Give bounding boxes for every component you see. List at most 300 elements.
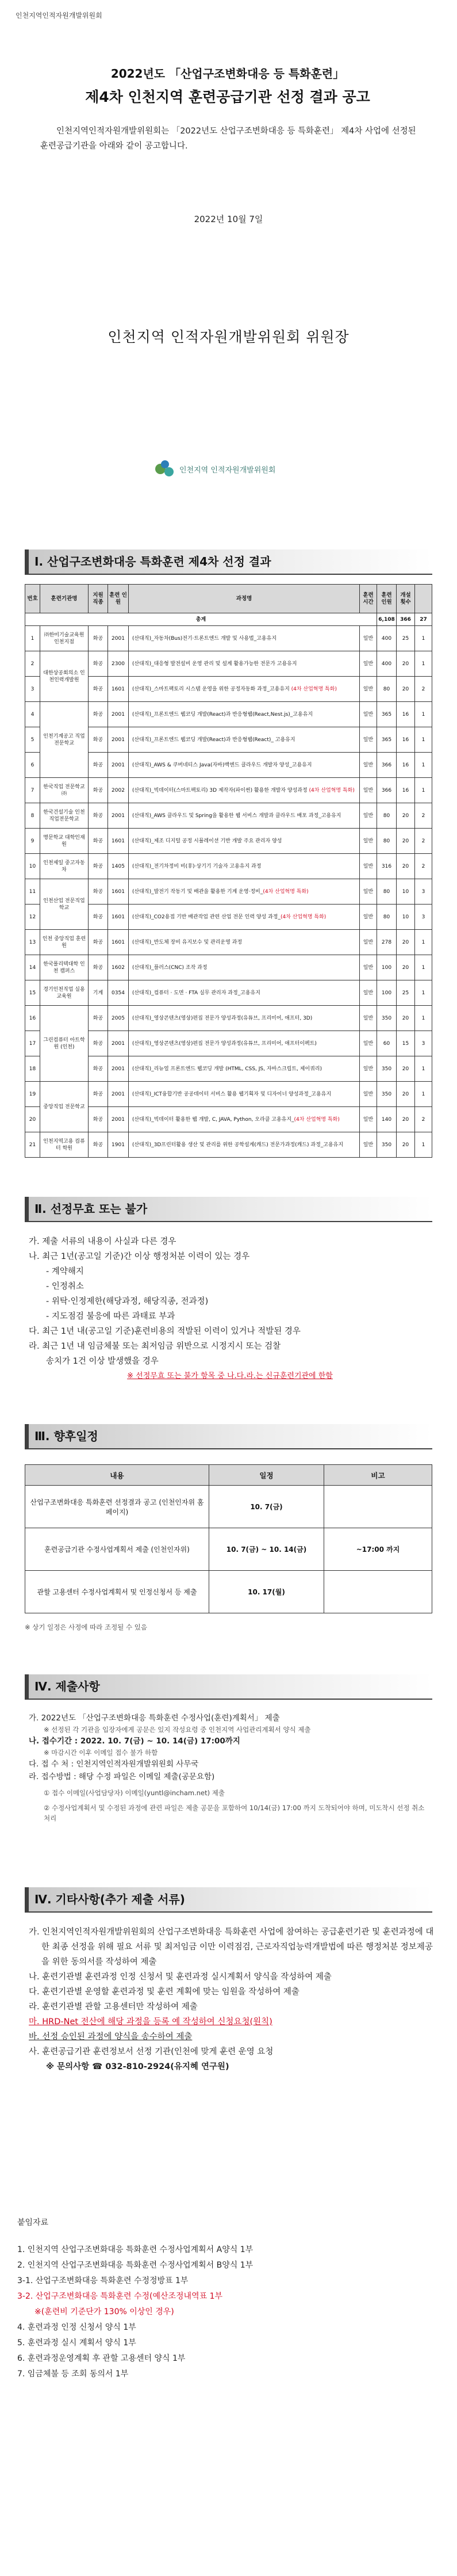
- row-code: 1601: [108, 677, 129, 702]
- row-course-tag: (4차 산업혁명 특화): [291, 686, 337, 692]
- row-field: 화공: [89, 1006, 108, 1031]
- row-hours: 365: [377, 702, 397, 727]
- row-course-text: (산대직)_영상콘텐츠(영상)편집 전문가 양성과정(유튜브, 프리미어, 애프터이펙트): [132, 1040, 317, 1047]
- row-no: 21: [25, 1132, 40, 1158]
- row-course-text: (산대직)_제조 디지털 공정 시뮬레이션 기반 개발 주요 관리자 양성: [132, 838, 282, 844]
- row-sessions: 2: [415, 803, 432, 829]
- row-sessions: 1: [415, 1082, 432, 1107]
- row-hours: 100: [377, 980, 397, 1006]
- row-code: 2001: [108, 1107, 129, 1132]
- row-hours: 400: [377, 626, 397, 651]
- row-no: 3: [25, 677, 40, 702]
- s5-line: 바. 선정 승인된 과정에 양식을 송수하여 제출: [29, 2032, 193, 2041]
- s4-sub: ① 접수 이메일(사업담당자) 이메일(yuntl@incham.net) 제출: [44, 1789, 225, 1797]
- row-org: 한국건설기술 인천직업전문학교: [40, 803, 89, 829]
- row-code: 2300: [108, 651, 129, 677]
- table-row: [25, 778, 432, 803]
- row-course: [129, 803, 360, 829]
- row-field: 화공: [89, 854, 108, 879]
- row-type: 일반: [360, 1082, 377, 1107]
- row-hours: 365: [377, 727, 397, 753]
- row-code: 1601: [108, 930, 129, 955]
- row-hours: 366: [377, 778, 397, 803]
- row-hours: 100: [377, 955, 397, 980]
- row-course-text: (산대직)_전기차정비 비(非)·상기기 기술자 고용유지 과정: [132, 863, 262, 869]
- attachment-item: 4. 훈련과정 인정 신청서 양식 1부: [17, 2323, 136, 2332]
- col-field: 지원 직종: [89, 585, 108, 613]
- row-field: 기계: [89, 980, 108, 1006]
- s5-line: 가. 인천지역인적자원개발위원회의 산업구조변화대응 특화훈련 사업에 참여하는 공급훈련기관 및 훈련과정에 대한 최종 선정을 위해 필요 서류 및 최저임금 이만 이력점검, 근로자직업능력개발법에 따른 행정처분 정보제공을 위한 동의서를 작성하여 제출: [29, 1928, 434, 1967]
- row-people: 25: [397, 980, 415, 1006]
- row-no: 11: [25, 879, 40, 905]
- row-course: [129, 905, 360, 930]
- row-field: 화공: [89, 651, 108, 677]
- row-course-text: (산대직)_컴퓨터 · 도면 · FTA 실무 관리자 과정_고용유지: [132, 990, 260, 996]
- row-course-text: (산대직)_빅데이터(스마트팩토리) 3D 제작자(파이썬) 활용한 개발자 양성과정: [132, 787, 309, 793]
- row-code: 2001: [108, 803, 129, 829]
- row-hours: 350: [377, 1132, 397, 1158]
- total-sessions: 27: [415, 613, 432, 626]
- row-hours: 316: [377, 854, 397, 879]
- row-course-text: (산대직)_자동차(Bus)전기·트론트엔드 개발 및 사용법_고용유지: [132, 635, 277, 642]
- row-course: [129, 854, 360, 879]
- sched-content: 관할 고용센터 수정사업계획서 및 인정신청서 등 제출: [25, 1571, 209, 1613]
- s5-line: 마. HRD-Net 전산에 해당 과정을 등록 예 작성하여 신청요청(원칙): [29, 2017, 272, 2027]
- s4-line: 나. 접수기간 : 2022. 10. 7(금) ~ 10. 14(금) 17:00까지: [29, 1737, 240, 1746]
- row-code: 2005: [108, 1006, 129, 1031]
- attachment-item: 2. 인천지역 산업구조변화대응 특화훈련 수정사업계획서 B양식 1부: [17, 2261, 254, 2270]
- org-logo: [155, 459, 275, 479]
- row-field: 화공: [89, 702, 108, 727]
- row-hours: 366: [377, 753, 397, 778]
- section-2-body: [29, 1234, 431, 1384]
- table-row: [25, 980, 432, 1006]
- table-row: [25, 829, 432, 854]
- sched-date: 10. 17(월): [209, 1571, 324, 1613]
- row-course-text: (산대직)_스마트팩토리 시스템 운영을 위한 공정자동화 과정_고용유지: [132, 686, 291, 692]
- table-row: [25, 1132, 432, 1158]
- row-no: 14: [25, 955, 40, 980]
- row-course: [129, 753, 360, 778]
- row-org: 대한상공회의소 인천인력개발원: [40, 651, 89, 702]
- row-no: 4: [25, 702, 40, 727]
- s2-line: 나. 최근 1년(공고일 기준)간 이상 행정처분 이력이 있는 경우: [29, 1252, 250, 1261]
- sched-remark: [324, 1571, 432, 1613]
- row-course: [129, 1132, 360, 1158]
- attachment-item: 5. 훈련과정 실시 계획서 양식 1부: [17, 2338, 136, 2348]
- section-5-body: [29, 1925, 434, 2074]
- row-no: 5: [25, 727, 40, 753]
- row-people: 20: [397, 1082, 415, 1107]
- col-no: 번호: [25, 585, 40, 613]
- row-code: 2001: [108, 1031, 129, 1056]
- row-sessions: 1: [415, 702, 432, 727]
- row-sessions: 1: [415, 753, 432, 778]
- row-people: 10: [397, 879, 415, 905]
- row-course-text: (산대직)_반도체 장비 유지보수 및 관리운영 과정: [132, 939, 243, 945]
- row-type: 일반: [360, 753, 377, 778]
- row-sessions: 1: [415, 1132, 432, 1158]
- row-code: 2001: [108, 753, 129, 778]
- row-field: 화공: [89, 1107, 108, 1132]
- total-hours: 6,108: [377, 613, 397, 626]
- row-field: 화공: [89, 778, 108, 803]
- row-type: 일반: [360, 778, 377, 803]
- row-no: 13: [25, 930, 40, 955]
- row-people: 15: [397, 1031, 415, 1056]
- s4-sub: ② 수정사업계획서 및 수정된 과정에 관련 파일은 제출 공문을 포함하여 10/14(금) 17:00 까지 도착되어야 하며, 미도착시 선정 취소 처리: [44, 1804, 425, 1822]
- row-field: 화공: [89, 1082, 108, 1107]
- row-course: [129, 702, 360, 727]
- schedule-row: [25, 1571, 432, 1613]
- row-course: [129, 1107, 360, 1132]
- row-people: 16: [397, 727, 415, 753]
- s2-line: 라. 최근 1년 내 임금체불 또는 최저임금 위반으로 시정지시 또는 검찰: [29, 1342, 281, 1351]
- table-row: [25, 1082, 432, 1107]
- row-sessions: 1: [415, 626, 432, 651]
- row-type: 일반: [360, 1107, 377, 1132]
- row-type: 일반: [360, 1132, 377, 1158]
- row-sessions: 1: [415, 980, 432, 1006]
- sched-remark: ~17:00 까지: [324, 1528, 432, 1571]
- row-course: [129, 1082, 360, 1107]
- row-field: 화공: [89, 905, 108, 930]
- s4-sub: ※ 마감시간 이후 이메일 접수 불가 하함: [44, 1749, 158, 1757]
- row-course: [129, 829, 360, 854]
- row-code: 1601: [108, 829, 129, 854]
- s4-line: 다. 접 수 처 : 인천지역인적자원개발위원회 사무국: [29, 1760, 199, 1769]
- s2-line: 송치가 1건 이상 발생했을 경우: [46, 1357, 159, 1366]
- s5-line: 나. 훈련기관별 훈련과정 인정 신청서 및 훈련과정 실시계획서 양식을 작성하여 제출: [29, 1972, 332, 1982]
- row-hours: 60: [377, 1031, 397, 1056]
- intro-paragraph: 인천지역인적자원개발위원회는 「2022년도 산업구조변화대응 등 특화훈련」 제4차 사업에 선정된 훈련공급기관을 아래와 같이 공고합니다.: [40, 127, 416, 151]
- row-course: [129, 879, 360, 905]
- row-course: [129, 1056, 360, 1082]
- s5-line: 라. 훈련기관별 관할 고용센터만 작성하여 제출: [29, 2002, 198, 2012]
- row-people: 16: [397, 753, 415, 778]
- row-hours: 140: [377, 1107, 397, 1132]
- row-hours: 350: [377, 1056, 397, 1082]
- row-course-tag: (4차 산업혁명 특화): [294, 1116, 340, 1123]
- row-type: 일반: [360, 829, 377, 854]
- row-code: 1901: [108, 1132, 129, 1158]
- logo-mark-icon: [155, 459, 175, 479]
- row-field: 화공: [89, 803, 108, 829]
- s2-line: 가. 제출 서류의 내용이 사실과 다른 경우: [29, 1237, 176, 1246]
- attachment-item: 3-1. 산업구조변화대응 특화훈련 수정정방표 1부: [17, 2276, 189, 2285]
- attachments-title: 붙임자료: [17, 2218, 49, 2227]
- row-type: 일반: [360, 651, 377, 677]
- row-type: 일반: [360, 626, 377, 651]
- row-sessions: 3: [415, 1031, 432, 1056]
- title-line-1: 2022년도 「산업구조변화대응 등 특화훈련」: [110, 67, 345, 81]
- attachment-item: 7. 임금체불 등 조회 동의서 1부: [17, 2369, 129, 2379]
- total-people: 366: [397, 613, 415, 626]
- row-field: 화공: [89, 1031, 108, 1056]
- row-code: 2002: [108, 778, 129, 803]
- sched-content: 산업구조변화대응 특화훈련 선정결과 공고 (인천인자위 홈페이지): [25, 1486, 209, 1528]
- row-type: 일반: [360, 727, 377, 753]
- row-people: 20: [397, 930, 415, 955]
- row-people: 20: [397, 1006, 415, 1031]
- row-org: ㈜한미기술교육원 인천지점: [40, 626, 89, 651]
- sched-col-content: 내용: [25, 1465, 209, 1486]
- row-no: 1: [25, 626, 40, 651]
- row-org: 경기인천직업 실용교육원: [40, 980, 89, 1006]
- row-no: 7: [25, 778, 40, 803]
- row-people: 20: [397, 1132, 415, 1158]
- row-code: 1602: [108, 955, 129, 980]
- row-people: 20: [397, 829, 415, 854]
- row-people: 20: [397, 803, 415, 829]
- row-course: [129, 626, 360, 651]
- s2-line: - 지도점검 불응에 따른 과태료 부과: [46, 1312, 175, 1321]
- row-course-text: (산대직)_3D프린터활용 생산 및 관리를 위한 공학설계(캐드) 전문가과정(캐드) 과정_고용유지: [132, 1142, 344, 1148]
- row-field: 화공: [89, 677, 108, 702]
- selection-table: [25, 584, 432, 1158]
- row-org: 인천기계공고 직업전문학교: [40, 702, 89, 778]
- s2-line: 다. 최근 1년 내(공고일 기준)훈련비용의 적발된 이력이 있거나 적발된 경우: [29, 1327, 301, 1336]
- row-hours: 80: [377, 803, 397, 829]
- row-people: 20: [397, 1056, 415, 1082]
- col-type: 훈련 시간: [360, 585, 377, 613]
- section-2-heading: Ⅱ. 선정무효 또는 불가: [25, 1197, 432, 1222]
- row-hours: 278: [377, 930, 397, 955]
- s5-line: 다. 훈련기관별 운영할 훈련과정 및 훈련 계획에 맞는 임원을 작성하여 제출: [29, 1987, 299, 1997]
- row-hours: 350: [377, 1006, 397, 1031]
- col-people: 개설 횟수: [397, 585, 415, 613]
- row-course-text: (산대직)_플러스(CNC) 조작 과정: [132, 964, 208, 971]
- row-course-text: (산대직)_발전기 작동기 및 배관을 활용한 기계 운영·정비_: [132, 888, 263, 895]
- row-no: 15: [25, 980, 40, 1006]
- row-org: 인천지역고용 컴퓨터 학원: [40, 1132, 89, 1158]
- sched-date: 10. 7(금): [209, 1486, 324, 1528]
- row-code: 1405: [108, 854, 129, 879]
- row-course-text: (산대직)_AWS 클라우드 및 Spring을 활용한 웹 서비스 개발과 클라우드 배포 과정_고용유지: [132, 812, 341, 819]
- s2-red-note: ※ 선정무효 또는 불가 항목 중 나.다.라.는 신규훈련기관에 한함: [127, 1372, 333, 1380]
- sched-content: 훈련공급기관 수정사업계획서 제출 (인천인자위): [25, 1528, 209, 1571]
- s4-line: 라. 접수방법 : 해당 수정 파일은 이메일 제출(공문요함): [29, 1772, 215, 1781]
- schedule-table: [25, 1464, 432, 1613]
- table-row: [25, 803, 432, 829]
- row-sessions: 2: [415, 854, 432, 879]
- announcement-date: 2022년 10월 7일: [194, 214, 263, 224]
- row-sessions: 3: [415, 879, 432, 905]
- row-hours: 80: [377, 677, 397, 702]
- row-sessions: 1: [415, 651, 432, 677]
- schedule-header-row: [25, 1465, 432, 1486]
- row-type: 일반: [360, 677, 377, 702]
- row-org: 인천 중앙직업 훈련원: [40, 930, 89, 955]
- attachments: [17, 2215, 431, 2382]
- row-field: 화공: [89, 829, 108, 854]
- row-course-text: (산대직)_프론트엔드 웹코딩 개발(React)과 반응형웹(React)_ 고용유지: [132, 736, 295, 743]
- org-small-header: 인천지역인적자원개발위원회: [16, 12, 102, 20]
- sched-col-date: 일정: [209, 1465, 324, 1486]
- attachment-item: ※(훈련비 기준단가 130% 이상인 경우): [34, 2307, 174, 2317]
- title-block: [44, 64, 412, 106]
- row-hours: 80: [377, 829, 397, 854]
- section-4-body: [29, 1712, 431, 1823]
- row-no: 20: [25, 1107, 40, 1132]
- row-sessions: 2: [415, 829, 432, 854]
- row-course-text: (산대직)_빅데이터 활용한 웹 개발, C, JAVA, Python, 오라클 고용유지_: [132, 1116, 294, 1123]
- row-course: [129, 1006, 360, 1031]
- row-course: [129, 651, 360, 677]
- col-code: 훈련 인원: [108, 585, 129, 613]
- row-sessions: 2: [415, 677, 432, 702]
- row-field: 화공: [89, 753, 108, 778]
- row-people: 20: [397, 854, 415, 879]
- table-row: [25, 626, 432, 651]
- row-field: 화공: [89, 626, 108, 651]
- table-row: [25, 854, 432, 879]
- row-code: 2001: [108, 1056, 129, 1082]
- table-row: [25, 651, 432, 677]
- row-no: 2: [25, 651, 40, 677]
- attachment-item: 3-2. 산업구조변화대응 특화훈련 수정(예산조정내역표 1부: [17, 2292, 223, 2301]
- row-type: 일반: [360, 930, 377, 955]
- total-row: [25, 613, 432, 626]
- row-course-text: (산대직)_영상콘텐츠(영상)편집 전문가 양성과정(유튜브, 프리미어, 애프터, 3D): [132, 1015, 313, 1021]
- row-org: 명문학교 대학인재원: [40, 829, 89, 854]
- row-course-tag: (4차 산업혁명 특화): [309, 787, 355, 793]
- row-org: 한국직업 전문학교㈜: [40, 778, 89, 803]
- table-row: [25, 1006, 432, 1031]
- row-type: 일반: [360, 1031, 377, 1056]
- row-sessions: 3: [415, 905, 432, 930]
- table-row: [25, 955, 432, 980]
- row-course-text: (산대직)_ICT융합기반 공공데이터 서비스 활용 웹기획자 및 디자이너 양성과정_고용유지: [132, 1091, 332, 1097]
- row-no: 10: [25, 854, 40, 879]
- row-course-text: (산대직)_CO2용접 기반 배관작업 관련 산업 전문 인력 양성 과정_: [132, 914, 281, 920]
- row-course: [129, 727, 360, 753]
- s5-contact: ※ 문의사항 ☎ 032-810-2924(유지혜 연구원): [46, 2062, 229, 2071]
- row-type: 일반: [360, 803, 377, 829]
- row-people: 16: [397, 778, 415, 803]
- row-no: 17: [25, 1031, 40, 1056]
- s2-line: - 인정취소: [46, 1282, 84, 1291]
- row-field: 화공: [89, 955, 108, 980]
- row-type: 일반: [360, 955, 377, 980]
- col-hours: 훈련 인원: [377, 585, 397, 613]
- row-course-text: (산대직)_리뉴얼 프론트엔드 웹코딩 개발 (HTML, CSS, JS, 자바스크립트, 제이쿼리): [132, 1066, 322, 1072]
- row-no: 9: [25, 829, 40, 854]
- row-people: 25: [397, 626, 415, 651]
- row-code: 2001: [108, 727, 129, 753]
- row-org: 그린컴퓨터 아트학원 (인천): [40, 1006, 89, 1082]
- row-sessions: 1: [415, 1006, 432, 1031]
- row-people: 20: [397, 677, 415, 702]
- row-no: 16: [25, 1006, 40, 1031]
- s4-sub: ※ 선정된 각 기관을 입장자에게 공문은 있지 작성요령 중 인천지역 사업관리계획서 양식 제출: [44, 1726, 311, 1734]
- schedule-note: ※ 상기 일정은 사정에 따라 조정될 수 있음: [25, 1623, 147, 1631]
- row-type: 일반: [360, 879, 377, 905]
- section-3-heading: Ⅲ. 향후일정: [25, 1424, 432, 1449]
- row-type: 일반: [360, 1006, 377, 1031]
- row-org: 한국폴리텍대학 인천 캠퍼스: [40, 955, 89, 980]
- col-course: 과정명: [129, 585, 360, 613]
- row-org: 인천산업 전문직업학교: [40, 879, 89, 930]
- row-people: 20: [397, 955, 415, 980]
- row-type: 일반: [360, 1056, 377, 1082]
- s4-line: 가. 2022년도 「산업구조변화대응 특화훈련 수정사업(훈련)계획서」 제출: [29, 1713, 280, 1723]
- row-course-text: (산대직)_대응형 발전설비 운영 관리 및 설계 활용가능한 전문가 고용유지: [132, 661, 297, 667]
- row-sessions: 1: [415, 727, 432, 753]
- signer: 인천지역 인적자원개발위원회 위원장: [107, 329, 350, 345]
- row-hours: 350: [377, 1082, 397, 1107]
- row-no: 12: [25, 905, 40, 930]
- row-field: 화공: [89, 1132, 108, 1158]
- table-row: [25, 702, 432, 727]
- section-1-heading: Ⅰ. 산업구조변화대응 특화훈련 제4차 선정 결과: [25, 549, 432, 575]
- row-field: 화공: [89, 879, 108, 905]
- row-people: 20: [397, 1107, 415, 1132]
- row-hours: 80: [377, 879, 397, 905]
- sched-date: 10. 7(금) ~ 10. 14(금): [209, 1528, 324, 1571]
- row-code: 2001: [108, 1082, 129, 1107]
- row-type: 일반: [360, 854, 377, 879]
- logo-text: 인천지역 인적자원개발위원회: [179, 465, 276, 475]
- row-org: 중앙직업 전문학교: [40, 1082, 89, 1132]
- row-code: 0354: [108, 980, 129, 1006]
- row-people: 16: [397, 702, 415, 727]
- row-sessions: 1: [415, 955, 432, 980]
- title-line-2: 제4차 인천지역 훈련공급기관 선정 결과 공고: [85, 89, 370, 105]
- row-people: 20: [397, 651, 415, 677]
- s2-line: - 위탁·인정제한(해당과정, 해당직종, 전과정): [46, 1297, 209, 1306]
- row-course-text: (산대직)_프론트엔드 웹코딩 개발(React)과 반응형웹(React,Nest.js)_고용유지: [132, 711, 313, 718]
- table-header-row: [25, 585, 432, 613]
- row-no: 8: [25, 803, 40, 829]
- row-course-tag: (4차 산업혁명 특화): [280, 914, 327, 920]
- row-course: [129, 677, 360, 702]
- row-code: 1601: [108, 879, 129, 905]
- row-field: 화공: [89, 930, 108, 955]
- sched-remark: [324, 1486, 432, 1528]
- table-row: [25, 879, 432, 905]
- attachment-item: 6. 훈련과정운영계획 후 관할 고용센터 양식 1부: [17, 2354, 186, 2363]
- sched-col-remark: 비고: [324, 1465, 432, 1486]
- row-type: 일반: [360, 980, 377, 1006]
- row-course: [129, 980, 360, 1006]
- table-row: [25, 930, 432, 955]
- s5-line: 사. 훈련공급기관 훈련정보서 선정 기관(인천에 맞게 훈련 운영 요청: [29, 2047, 274, 2056]
- row-course: [129, 1031, 360, 1056]
- row-course: [129, 778, 360, 803]
- attachment-item: 1. 인천지역 산업구조변화대응 특화훈련 수정사업계획서 A양식 1부: [17, 2245, 254, 2254]
- row-hours: 80: [377, 905, 397, 930]
- schedule-row: [25, 1486, 432, 1528]
- row-code: 1601: [108, 905, 129, 930]
- row-course-text: (산대직)_AWS & 쿠버네티스 Java(자바)백엔드 클라우드 개발자 양성_고용유지: [132, 762, 312, 768]
- row-type: 일반: [360, 905, 377, 930]
- row-hours: 400: [377, 651, 397, 677]
- row-org: 인천제일 중고자동차: [40, 854, 89, 879]
- row-no: 6: [25, 753, 40, 778]
- total-label: 총계: [25, 613, 377, 626]
- row-people: 10: [397, 905, 415, 930]
- row-sessions: 1: [415, 1056, 432, 1082]
- row-code: 2001: [108, 702, 129, 727]
- row-course: [129, 955, 360, 980]
- row-field: 화공: [89, 727, 108, 753]
- row-course-tag: (4차 산업혁명 특화): [263, 888, 309, 895]
- row-sessions: 2: [415, 1107, 432, 1132]
- row-code: 2001: [108, 626, 129, 651]
- row-field: 화공: [89, 1056, 108, 1082]
- row-no: 18: [25, 1056, 40, 1082]
